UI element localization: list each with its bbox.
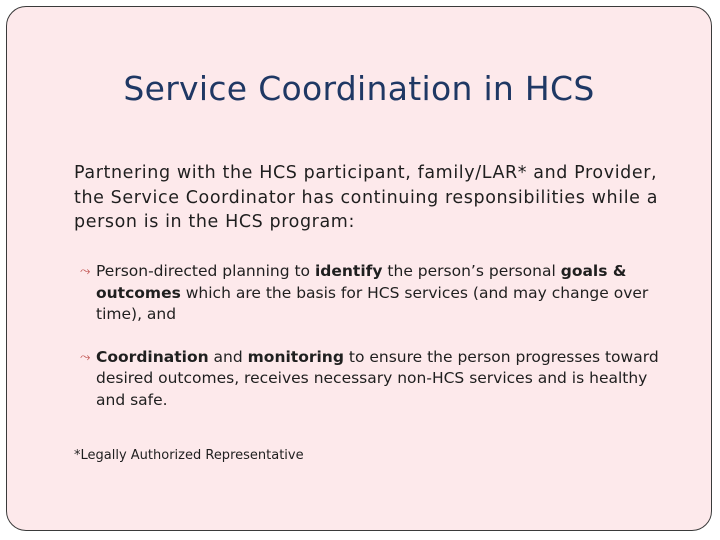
curved-arrow-bullet-icon: ⤳ — [80, 264, 91, 279]
footnote: *Legally Authorized Representative — [74, 448, 304, 463]
intro-paragraph: Partnering with the HCS participant, family/LAR* and Provider, the Service Coordinator has continuing responsibilities while a person is in the HCS program: — [74, 163, 659, 232]
bullet-text: Coordination and monitoring to ensure the person progresses toward desired outcomes, receives necessary non-HCS services and is healthy and safe. — [96, 347, 659, 409]
curved-arrow-bullet-icon: ⤳ — [80, 349, 91, 365]
bullet-item-planning — [80, 261, 670, 326]
slide-title: Service Coordination in HCS — [123, 69, 595, 108]
bullet-list — [80, 261, 670, 411]
bullet-item-coordination — [80, 347, 670, 412]
slide — [6, 6, 712, 531]
bullet-text: Person-directed planning to identify the person’s personal goals & outcomes which are the basis for HCS services (and may change over time), and — [96, 262, 649, 323]
